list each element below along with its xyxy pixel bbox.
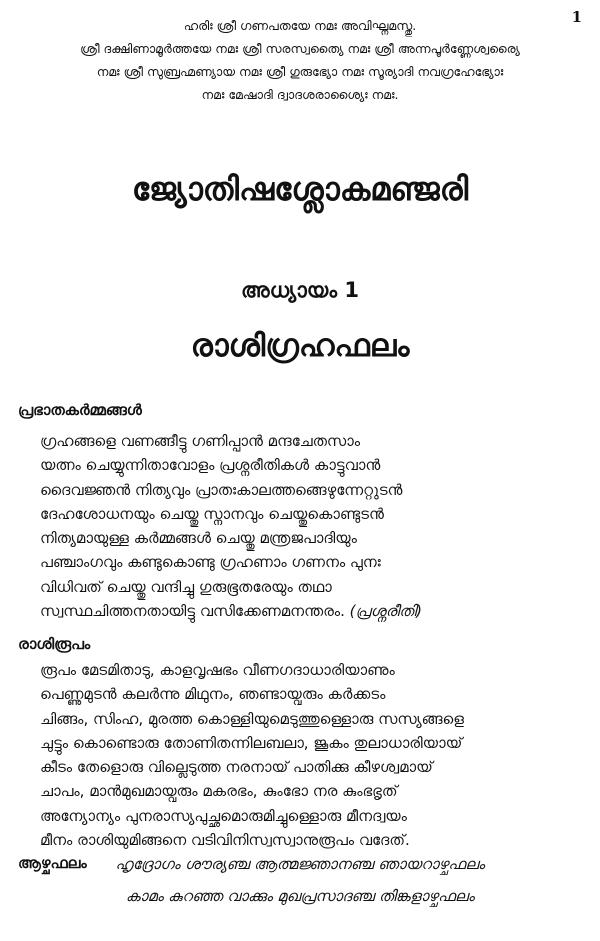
verse-line: കാമം കുറഞ്ഞ വാക്കും മുഖപ്രസാദഞ്ച തിങ്കളാഴ്ചഫലം xyxy=(125,887,475,905)
verse-line: ചാപം, മാൻമുഖമായ്വരും മകരഭം, കുംഭോ നര കുംഭഭൃത് xyxy=(40,782,398,801)
invocation-block xyxy=(0,14,600,106)
verse-line: വിധിവത് ചെയ്തു വന്ദിച്ചു ഗുരുഭൂതരേയും തഥാ xyxy=(40,577,332,596)
section-heading: രാശിരൂപം xyxy=(18,635,91,653)
section-heading: പ്രഭാതകർമ്മങ്ങൾ xyxy=(18,401,142,419)
book-title: ജ്യോതിഷശ്ലോകമഞ്ജരി xyxy=(131,170,469,208)
verse-line: ദേഹശോധനയും ചെയ്തു സ്നാനവും ചെയ്തുകൊണ്ടുടൻ xyxy=(40,504,384,523)
verse-line: കീടം തേളൊരു വില്ലെടുത്ത നരനായ് പാതിക്കു കീഴശ്വമായ് xyxy=(40,758,433,777)
verse-line: ചിങ്ങം, സിംഹ, മുരത്ത കൊള്ളിയുമെടുത്തുള്ളൊരു സസ്യങ്ങളെ xyxy=(40,709,464,728)
invocation-line: നമഃ ശ്രീ സുബ്രഹ്മണ്യായ നമഃ ശ്രീ ഗുരുഭ്യോ നമഃ സൂര്യാദി നവഗ്രഹേഭ്യോഃ xyxy=(96,64,504,79)
verse-block xyxy=(40,429,600,623)
verse-line: പഞ്ചാംഗവും കണ്ടുകൊണ്ടു ഗ്രഹണാം ഗണനം പുനഃ xyxy=(40,553,381,572)
verse-block xyxy=(40,658,600,852)
chapter-label: അധ്യായം 1 xyxy=(241,278,359,302)
verse-line: നിത്യമായുള്ള കർമ്മങ്ങൾ ചെയ്തു മന്ത്രജപാദിയും xyxy=(40,529,357,548)
verse-line: ചുട്ടും കൊണ്ടൊരു തോണിതന്നിലബലാ, ജൂകം തുലാധാരിയായ് xyxy=(40,733,463,752)
verse-block xyxy=(0,848,600,912)
page-number: 1 xyxy=(571,8,582,26)
verse-line: അന്യോന്യം പുനരാസ്യപുച്ഛമൊരുമിച്ചുള്ളൊരു മീനദ്വയം xyxy=(40,806,407,825)
verse-line: സ്വസ്ഥചിത്തനതായിട്ടു വസിക്കേണമനന്തരം. xyxy=(40,602,345,621)
invocation-line: നമഃ മേഷാദി ദ്വാദശരാശ്യൈഃ നമഃ. xyxy=(201,87,399,102)
verse-line: ദൈവജ്ഞൻ നിത്യവും പ്രാതഃകാലത്തങ്ങെഴുന്നേറ്റുടൻ xyxy=(40,480,403,499)
verse-line: യത്നം ചെയ്യുന്നിതാവോളം പ്രശ്നരീതികൾ കാട്ടുവാൻ xyxy=(40,456,381,475)
section-heading: ആഴ്ചഫലം xyxy=(18,854,87,872)
verse-line: മീനം രാശിയുമിങ്ങനെ വടിവിനിസ്വസ്വാനുരൂപം വദേത്. xyxy=(40,831,410,850)
invocation-line: ശ്രീ ദക്ഷിണാമൂർത്തയേ നമഃ ശ്രീ സരസ്വത്യൈ നമഃ ശ്രീ അന്നപൂർണ്ണേശ്വര്യൈ xyxy=(80,41,520,56)
verse-line: ഹൃദ്രോഗം ശൗര്യഞ്ച ആത്മജ്ഞാനഞ്ച ഞായറാഴ്ചഫലം xyxy=(115,855,485,873)
verse-line: പെണ്ണുമുടൻ കലർന്നു മിഥുനം, ഞണ്ടായ്വരും കർക്കടം xyxy=(40,685,386,704)
chapter-title: രാശിഗ്രഹഫലം xyxy=(190,328,410,364)
verse-line: രൂപം മേടമിതാടു, കാളവൃഷഭം വീണഗദാധാരിയാണും xyxy=(40,661,395,679)
invocation-line: ഹരിഃ ശ്രീ ഗണപതയേ നമഃ അവിഘ്നമസ്തു. xyxy=(183,18,417,33)
verse-line-with-source xyxy=(40,599,600,623)
verse-line: ഗ്രഹങ്ങളെ വണങ്ങീട്ടു ഗണിപ്പാൻ മന്ദചേതസാം xyxy=(40,432,360,450)
source-citation: (പ്രശ്നരീതി) xyxy=(349,602,422,621)
